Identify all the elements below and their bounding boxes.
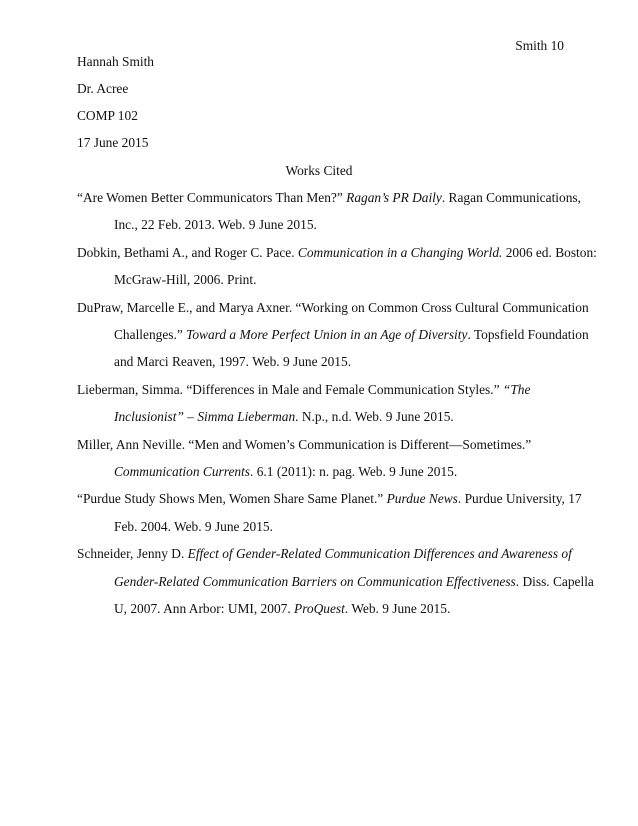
- citation-title-italic: Toward a More Perfect Union in an Age of Diversity: [186, 327, 468, 342]
- citation-entry-line: [77, 245, 597, 261]
- citation-title-italic: ProQuest: [294, 601, 345, 616]
- citation-entry-line: [77, 300, 589, 316]
- citation-text: and Marci Reaven, 1997. Web. 9 June 2015.: [114, 354, 352, 369]
- citation-title-italic: Communication in a Changing World.: [297, 245, 503, 260]
- citation-text: Miller, Ann Neville. “Men and Women’s Communication is Different—Sometimes.”: [77, 437, 532, 452]
- citation-text: . Purdue University, 17: [457, 491, 582, 506]
- date: 17 June 2015: [77, 135, 149, 150]
- citation-text: McGraw-Hill, 2006. Print.: [114, 272, 257, 287]
- citation-text: DuPraw, Marcelle E., and Marya Axner. “Working on Common Cross Cultural Communication: [77, 300, 589, 315]
- author-name: Hannah Smith: [77, 54, 154, 69]
- citation-continuation-line: [114, 354, 351, 370]
- course-name: COMP 102: [77, 108, 138, 123]
- citation-entry-line: [77, 382, 530, 398]
- citation-text: Inc., 22 Feb. 2013. Web. 9 June 2015.: [114, 217, 317, 232]
- citation-text: “Are Women Better Communicators Than Men?”: [77, 190, 347, 205]
- citation-text: . Ragan Communications,: [441, 190, 581, 205]
- citation-continuation-line: [114, 574, 594, 590]
- citation-continuation-line: [114, 464, 457, 480]
- citation-continuation-line: [114, 217, 317, 233]
- citation-text: Lieberman, Simma. “Differences in Male and Female Communication Styles.”: [77, 382, 503, 397]
- citation-text: . Topsfield Foundation: [467, 327, 589, 342]
- works-cited-heading: Works Cited: [285, 163, 353, 178]
- citation-title-italic: “The: [502, 382, 531, 397]
- citation-text: 2006 ed. Boston:: [502, 245, 597, 260]
- citation-continuation-line: [114, 327, 589, 343]
- citation-text: Dobkin, Bethami A., and Roger C. Pace.: [77, 245, 298, 260]
- citation-text: . N.p., n.d. Web. 9 June 2015.: [295, 409, 454, 424]
- citation-continuation-line: [114, 409, 454, 425]
- citation-title-italic: Inclusionist” – Simma Lieberman: [114, 409, 296, 424]
- citation-continuation-line: [114, 519, 273, 535]
- citation-text: . Diss. Capella: [515, 574, 594, 589]
- citation-continuation-line: [114, 272, 256, 288]
- citation-entry-line: [77, 437, 531, 453]
- running-header-page-number: Smith 10: [515, 38, 564, 53]
- citation-text: Schneider, Jenny D.: [77, 546, 188, 561]
- citation-title-italic: Effect of Gender-Related Communication Differences and Awareness of: [187, 546, 572, 561]
- citation-entry-line: [77, 491, 582, 507]
- citation-text: “Purdue Study Shows Men, Women Share Same Planet.”: [77, 491, 387, 506]
- citation-entry-line: [77, 190, 581, 206]
- citation-title-italic: Communication Currents: [114, 464, 251, 479]
- citation-title-italic: Ragan’s PR Daily: [346, 190, 442, 205]
- citation-continuation-line: [114, 601, 450, 617]
- citation-text: . 6.1 (2011): n. pag. Web. 9 June 2015.: [250, 464, 458, 479]
- citation-entry-line: [77, 546, 572, 562]
- citation-text: Challenges.”: [114, 327, 187, 342]
- citation-text: U, 2007. Ann Arbor: UMI, 2007.: [114, 601, 295, 616]
- citation-title-italic: Purdue News: [386, 491, 458, 506]
- citation-text: Feb. 2004. Web. 9 June 2015.: [114, 519, 273, 534]
- citation-text: . Web. 9 June 2015.: [344, 601, 451, 616]
- citation-title-italic: Gender-Related Communication Barriers on Communication Effectiveness: [114, 574, 516, 589]
- instructor-name: Dr. Acree: [77, 81, 129, 96]
